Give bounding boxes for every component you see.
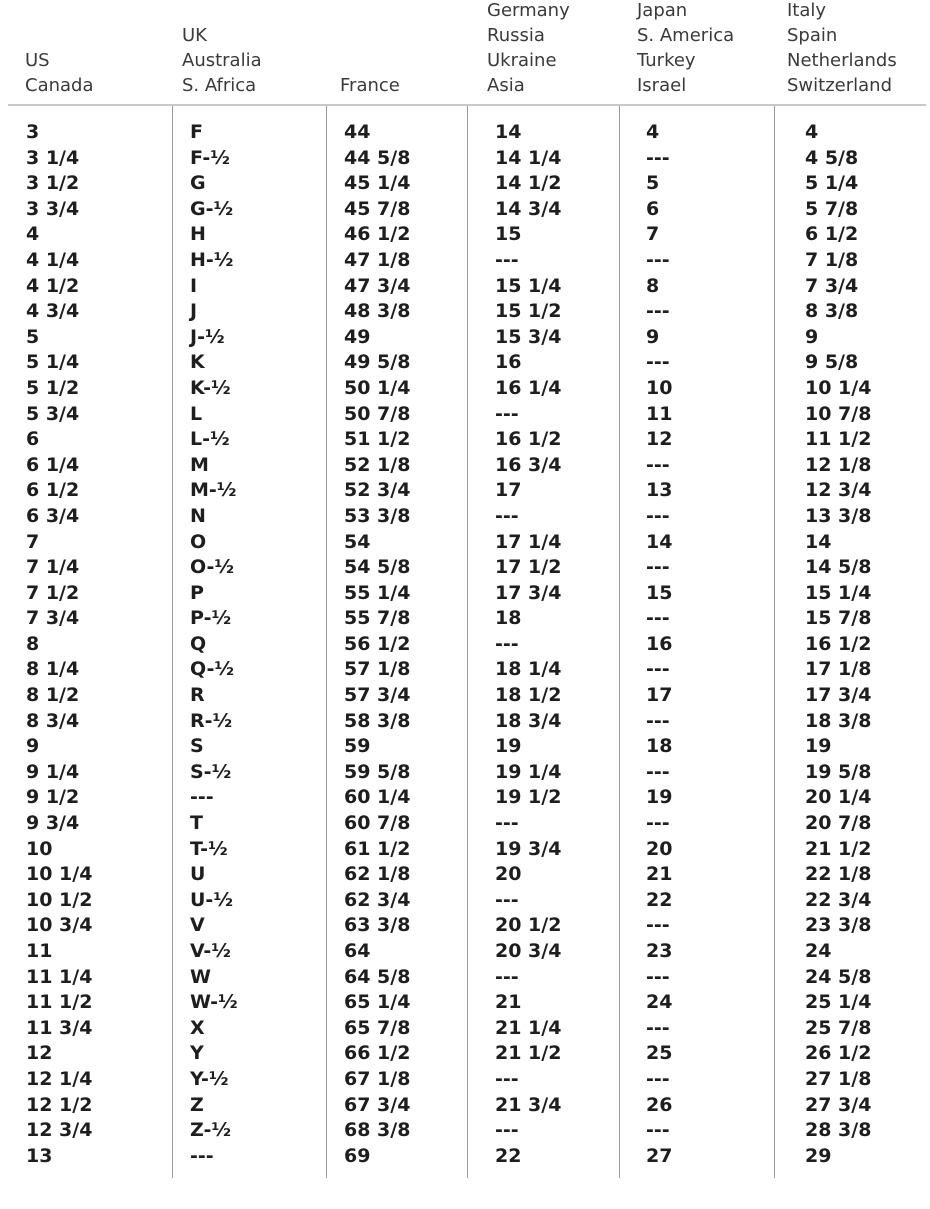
table-cell: 24 xyxy=(805,940,832,962)
table-cell: 3 3/4 xyxy=(26,197,80,220)
table-cell: 64 5/8 xyxy=(344,965,411,988)
table-cell: O-½ xyxy=(190,556,235,579)
table-cell: 56 1/2 xyxy=(344,632,411,655)
table-cell: F xyxy=(190,121,203,143)
table-cell: 19 xyxy=(495,735,522,758)
header-label: Israel xyxy=(637,75,687,96)
header-uk-australia-s-africa xyxy=(182,23,262,98)
header-label: Turkey xyxy=(637,50,696,71)
table-cell: 10 1/4 xyxy=(26,863,93,886)
table-cell: 11 1/4 xyxy=(26,965,93,988)
table-cell: 20 7/8 xyxy=(805,812,872,835)
table-cell: 8 xyxy=(26,632,40,655)
table-cell: 49 xyxy=(344,325,371,348)
table-cell: 10 xyxy=(646,376,673,399)
table-cell: 16 1/2 xyxy=(805,632,872,655)
table-cell: 4 xyxy=(805,121,819,143)
table-cell: 18 3/4 xyxy=(495,709,562,732)
table-cell: 19 5/8 xyxy=(805,760,872,783)
table-cell: 18 xyxy=(646,735,673,758)
table-cell: 18 3/8 xyxy=(805,709,872,732)
table-cell: 44 xyxy=(344,121,371,143)
table-cell: 14 xyxy=(646,530,673,553)
table-cell: 15 3/4 xyxy=(495,325,562,348)
table-body xyxy=(8,106,926,1186)
table-cell: 23 xyxy=(646,940,673,962)
table-cell: --- xyxy=(495,1067,519,1090)
table-cell: 52 3/4 xyxy=(344,479,411,502)
table-cell: 14 1/2 xyxy=(495,172,562,195)
table-cell: 4 1/4 xyxy=(26,248,80,271)
table-cell: 15 xyxy=(495,223,522,246)
table-cell: --- xyxy=(646,1119,670,1142)
table-cell: V xyxy=(190,914,205,937)
table-cell: 12 3/4 xyxy=(26,1119,93,1142)
table-cell: 11 1/2 xyxy=(805,428,872,451)
table-cell: 20 3/4 xyxy=(495,940,562,962)
table-cell: 12 xyxy=(646,428,673,451)
header-label: Netherlands xyxy=(787,50,897,71)
header-us-canada xyxy=(25,48,94,98)
table-cell: M xyxy=(190,453,209,476)
table-cell: 27 3/4 xyxy=(805,1093,872,1116)
table-cell: K xyxy=(190,351,205,374)
table-cell: 20 1/4 xyxy=(805,786,872,809)
table-cell: 9 5/8 xyxy=(805,351,859,374)
header-label: Germany xyxy=(487,0,570,21)
table-cell: --- xyxy=(646,504,670,527)
column-germany-russia-ukraine-asia xyxy=(467,106,617,1178)
header-label: Australia xyxy=(182,50,262,71)
table-cell: F-½ xyxy=(190,146,230,169)
header-label: Russia xyxy=(487,25,545,46)
table-cell: N xyxy=(190,504,206,527)
table-cell: --- xyxy=(495,1119,519,1142)
header-label: Italy xyxy=(787,0,827,21)
table-cell: 21 xyxy=(495,991,522,1014)
table-cell: 67 3/4 xyxy=(344,1093,411,1116)
table-cell: 68 3/8 xyxy=(344,1119,411,1142)
table-cell: 13 3/8 xyxy=(805,504,872,527)
table-cell: 14 xyxy=(495,121,522,143)
table-cell: --- xyxy=(646,1016,670,1039)
header-label: S. Africa xyxy=(182,75,257,96)
table-cell: H xyxy=(190,223,206,246)
table-cell: 13 xyxy=(646,479,673,502)
table-cell: 16 xyxy=(495,351,522,374)
table-cell: 22 xyxy=(646,888,673,911)
table-cell: 8 3/4 xyxy=(26,709,80,732)
ring-size-conversion-table xyxy=(8,0,926,1186)
header-japan-s-america-turkey-israel xyxy=(637,0,734,98)
table-cell: 4 5/8 xyxy=(805,146,859,169)
table-cell: 60 7/8 xyxy=(344,812,411,835)
table-cell: 50 7/8 xyxy=(344,402,411,425)
table-cell: 4 3/4 xyxy=(26,300,80,323)
table-cell: 17 1/2 xyxy=(495,556,562,579)
table-cell: K-½ xyxy=(190,376,231,399)
table-cell: 65 7/8 xyxy=(344,1016,411,1039)
table-cell: T xyxy=(190,812,203,835)
table-cell: 11 3/4 xyxy=(26,1016,93,1039)
table-cell: 5 1/2 xyxy=(26,376,80,399)
table-cell: --- xyxy=(190,1144,214,1167)
table-cell: 13 xyxy=(26,1144,53,1167)
table-cell: 62 3/4 xyxy=(344,888,411,911)
table-cell: P-½ xyxy=(190,607,232,630)
table-cell: --- xyxy=(646,146,670,169)
table-cell: 67 1/8 xyxy=(344,1067,411,1090)
table-cell: 16 1/4 xyxy=(495,376,562,399)
table-cell: O xyxy=(190,530,207,553)
table-cell: 24 xyxy=(646,991,673,1014)
table-cell: 12 1/4 xyxy=(26,1067,93,1090)
table-cell: 8 1/4 xyxy=(26,658,80,681)
table-cell: 26 1/2 xyxy=(805,1042,872,1065)
table-cell: L xyxy=(190,402,203,425)
table-cell: 20 xyxy=(495,863,522,886)
table-cell: 25 xyxy=(646,1042,673,1065)
table-cell: 48 3/8 xyxy=(344,300,411,323)
table-cell: G xyxy=(190,172,206,195)
table-cell: U-½ xyxy=(190,888,233,911)
table-cell: Q-½ xyxy=(190,658,235,681)
table-cell: S xyxy=(190,735,204,758)
table-cell: 19 1/2 xyxy=(495,786,562,809)
table-cell: 14 1/4 xyxy=(495,146,562,169)
table-cell: 3 1/4 xyxy=(26,146,80,169)
table-cell: 21 1/2 xyxy=(805,837,872,860)
table-cell: 18 1/2 xyxy=(495,684,562,707)
table-cell: W xyxy=(190,965,211,988)
table-cell: --- xyxy=(646,300,670,323)
table-cell: 21 1/4 xyxy=(495,1016,562,1039)
table-cell: 8 1/2 xyxy=(26,684,80,707)
table-cell: 52 1/8 xyxy=(344,453,411,476)
header-label: Spain xyxy=(787,25,838,46)
header-label: France xyxy=(340,75,400,96)
header-france xyxy=(340,73,400,98)
table-cell: 11 1/2 xyxy=(26,991,93,1014)
table-cell: 61 1/2 xyxy=(344,837,411,860)
table-cell: 47 3/4 xyxy=(344,274,411,297)
table-cell: J-½ xyxy=(190,325,225,348)
table-cell: R-½ xyxy=(190,709,233,732)
header-label: Ukraine xyxy=(487,50,557,71)
table-cell: 29 xyxy=(805,1144,832,1167)
table-cell: 8 3/8 xyxy=(805,300,859,323)
table-cell: 11 xyxy=(646,402,673,425)
table-cell: 10 1/4 xyxy=(805,376,872,399)
column-france xyxy=(326,106,466,1178)
table-cell: 14 3/4 xyxy=(495,197,562,220)
table-cell: --- xyxy=(646,760,670,783)
table-cell: 46 1/2 xyxy=(344,223,411,246)
table-cell: --- xyxy=(495,402,519,425)
table-cell: 45 1/4 xyxy=(344,172,411,195)
table-cell: 26 xyxy=(646,1093,673,1116)
table-cell: 28 3/8 xyxy=(805,1119,872,1142)
table-cell: J xyxy=(190,300,198,323)
table-cell: 6 1/2 xyxy=(26,479,80,502)
table-cell: 60 1/4 xyxy=(344,786,411,809)
table-cell: 49 5/8 xyxy=(344,351,411,374)
table-cell: X xyxy=(190,1016,205,1039)
table-cell: V-½ xyxy=(190,940,231,962)
header-label: Switzerland xyxy=(787,75,892,96)
table-cell: R xyxy=(190,684,205,707)
table-cell: 10 3/4 xyxy=(26,914,93,937)
table-cell: 6 3/4 xyxy=(26,504,80,527)
table-cell: 15 7/8 xyxy=(805,607,872,630)
header-label: Canada xyxy=(25,75,94,96)
table-cell: 7 xyxy=(26,530,40,553)
table-cell: 9 1/2 xyxy=(26,786,80,809)
table-cell: --- xyxy=(190,786,214,809)
table-cell: 17 1/8 xyxy=(805,658,872,681)
table-cell: 19 3/4 xyxy=(495,837,562,860)
table-cell: L-½ xyxy=(190,428,230,451)
table-cell: M-½ xyxy=(190,479,237,502)
column-uk-australia-s-africa xyxy=(172,106,322,1178)
table-cell: Y-½ xyxy=(190,1067,229,1090)
table-cell: 17 xyxy=(646,684,673,707)
table-cell: 59 5/8 xyxy=(344,760,411,783)
table-cell: 22 3/4 xyxy=(805,888,872,911)
table-cell: 6 xyxy=(646,197,660,220)
table-cell: 18 xyxy=(495,607,522,630)
table-cell: 19 xyxy=(805,735,832,758)
table-cell: 15 1/4 xyxy=(495,274,562,297)
table-cell: 7 1/8 xyxy=(805,248,859,271)
table-cell: --- xyxy=(646,914,670,937)
table-cell: G-½ xyxy=(190,197,234,220)
table-cell: 12 3/4 xyxy=(805,479,872,502)
table-cell: 14 5/8 xyxy=(805,556,872,579)
table-cell: 6 1/4 xyxy=(26,453,80,476)
table-cell: 5 xyxy=(646,172,660,195)
table-cell: 6 xyxy=(26,428,40,451)
table-cell: 25 7/8 xyxy=(805,1016,872,1039)
table-cell: 5 7/8 xyxy=(805,197,859,220)
table-cell: --- xyxy=(646,248,670,271)
table-cell: 19 xyxy=(646,786,673,809)
header-italy-spain-netherlands-switzerland xyxy=(787,0,897,98)
table-cell: 21 3/4 xyxy=(495,1093,562,1116)
column-italy-spain-netherlands-switzerland xyxy=(774,106,924,1178)
table-cell: 58 3/8 xyxy=(344,709,411,732)
table-cell: 50 1/4 xyxy=(344,376,411,399)
table-cell: 5 xyxy=(26,325,40,348)
table-cell: 20 1/2 xyxy=(495,914,562,937)
table-header xyxy=(8,0,926,106)
table-cell: 69 xyxy=(344,1144,371,1167)
table-cell: Z-½ xyxy=(190,1119,231,1142)
table-cell: --- xyxy=(495,888,519,911)
table-cell: 7 1/2 xyxy=(26,581,80,604)
table-cell: 57 1/8 xyxy=(344,658,411,681)
table-cell: T-½ xyxy=(190,837,228,860)
table-cell: 9 1/4 xyxy=(26,760,80,783)
table-cell: 7 3/4 xyxy=(805,274,859,297)
table-cell: 9 xyxy=(646,325,660,348)
table-cell: 17 xyxy=(495,479,522,502)
table-cell: W-½ xyxy=(190,991,238,1014)
table-cell: --- xyxy=(646,812,670,835)
table-cell: 12 1/8 xyxy=(805,453,872,476)
table-cell: Y xyxy=(190,1042,204,1065)
table-cell: 7 1/4 xyxy=(26,556,80,579)
table-cell: 54 xyxy=(344,530,371,553)
table-cell: 4 1/2 xyxy=(26,274,80,297)
table-cell: 10 7/8 xyxy=(805,402,872,425)
table-cell: 16 1/2 xyxy=(495,428,562,451)
table-cell: --- xyxy=(495,504,519,527)
table-cell: 17 3/4 xyxy=(805,684,872,707)
table-cell: --- xyxy=(646,1067,670,1090)
table-cell: H-½ xyxy=(190,248,234,271)
table-cell: 7 3/4 xyxy=(26,607,80,630)
table-cell: --- xyxy=(495,632,519,655)
table-cell: 10 1/2 xyxy=(26,888,93,911)
table-cell: 4 xyxy=(26,223,40,246)
table-cell: 9 xyxy=(26,735,40,758)
table-cell: 57 3/4 xyxy=(344,684,411,707)
header-label: US xyxy=(25,50,50,71)
table-cell: --- xyxy=(495,812,519,835)
table-cell: 24 5/8 xyxy=(805,965,872,988)
table-cell: 3 xyxy=(26,121,40,143)
column-japan-s-america-turkey-israel xyxy=(619,106,774,1178)
table-cell: 55 1/4 xyxy=(344,581,411,604)
table-cell: 54 5/8 xyxy=(344,556,411,579)
table-cell: 63 3/8 xyxy=(344,914,411,937)
table-cell: 51 1/2 xyxy=(344,428,411,451)
table-cell: 16 3/4 xyxy=(495,453,562,476)
table-cell: 64 xyxy=(344,940,371,962)
table-cell: 23 3/8 xyxy=(805,914,872,937)
table-cell: 5 3/4 xyxy=(26,402,80,425)
table-cell: 27 xyxy=(646,1144,673,1167)
table-cell: 65 1/4 xyxy=(344,991,411,1014)
table-cell: --- xyxy=(646,556,670,579)
table-cell: 21 xyxy=(646,863,673,886)
table-cell: 5 1/4 xyxy=(26,351,80,374)
table-cell: 15 xyxy=(646,581,673,604)
table-cell: 15 1/2 xyxy=(495,300,562,323)
table-cell: --- xyxy=(646,658,670,681)
table-cell: 55 7/8 xyxy=(344,607,411,630)
table-cell: 62 1/8 xyxy=(344,863,411,886)
table-cell: I xyxy=(190,274,198,297)
table-cell: 59 xyxy=(344,735,371,758)
table-cell: 20 xyxy=(646,837,673,860)
table-cell: 17 3/4 xyxy=(495,581,562,604)
table-cell: --- xyxy=(646,453,670,476)
table-cell: 66 1/2 xyxy=(344,1042,411,1065)
table-cell: 3 1/2 xyxy=(26,172,80,195)
table-cell: 15 1/4 xyxy=(805,581,872,604)
table-cell: Z xyxy=(190,1093,204,1116)
header-germany-russia-ukraine-asia xyxy=(487,0,570,98)
table-cell: 14 xyxy=(805,530,832,553)
table-cell: 21 1/2 xyxy=(495,1042,562,1065)
table-cell: 27 1/8 xyxy=(805,1067,872,1090)
table-cell: Q xyxy=(190,632,207,655)
header-label: S. America xyxy=(637,25,735,46)
table-cell: P xyxy=(190,581,204,604)
table-cell: 9 xyxy=(805,325,819,348)
table-cell: --- xyxy=(646,351,670,374)
table-cell: 6 1/2 xyxy=(805,223,859,246)
table-cell: 9 3/4 xyxy=(26,812,80,835)
table-cell: 53 3/8 xyxy=(344,504,411,527)
table-cell: 5 1/4 xyxy=(805,172,859,195)
table-cell: 16 xyxy=(646,632,673,655)
table-cell: S-½ xyxy=(190,760,232,783)
table-cell: 45 7/8 xyxy=(344,197,411,220)
table-cell: 22 xyxy=(495,1144,522,1167)
header-label: Japan xyxy=(637,0,688,21)
table-cell: 18 1/4 xyxy=(495,658,562,681)
table-cell: 22 1/8 xyxy=(805,863,872,886)
table-cell: 12 xyxy=(26,1042,53,1065)
header-label: UK xyxy=(182,25,207,46)
table-cell: --- xyxy=(495,965,519,988)
column-us-canada xyxy=(26,106,166,1178)
table-cell: 12 1/2 xyxy=(26,1093,93,1116)
table-cell: --- xyxy=(646,709,670,732)
header-label: Asia xyxy=(487,75,525,96)
table-cell: 44 5/8 xyxy=(344,146,411,169)
table-cell: 17 1/4 xyxy=(495,530,562,553)
table-cell: --- xyxy=(495,248,519,271)
table-cell: 8 xyxy=(646,274,660,297)
table-cell: 10 xyxy=(26,837,53,860)
table-cell: 7 xyxy=(646,223,660,246)
table-cell: 19 1/4 xyxy=(495,760,562,783)
table-cell: U xyxy=(190,863,206,886)
table-cell: --- xyxy=(646,607,670,630)
table-cell: --- xyxy=(646,965,670,988)
table-cell: 47 1/8 xyxy=(344,248,411,271)
table-cell: 11 xyxy=(26,940,53,962)
table-cell: 25 1/4 xyxy=(805,991,872,1014)
table-cell: 4 xyxy=(646,121,660,143)
